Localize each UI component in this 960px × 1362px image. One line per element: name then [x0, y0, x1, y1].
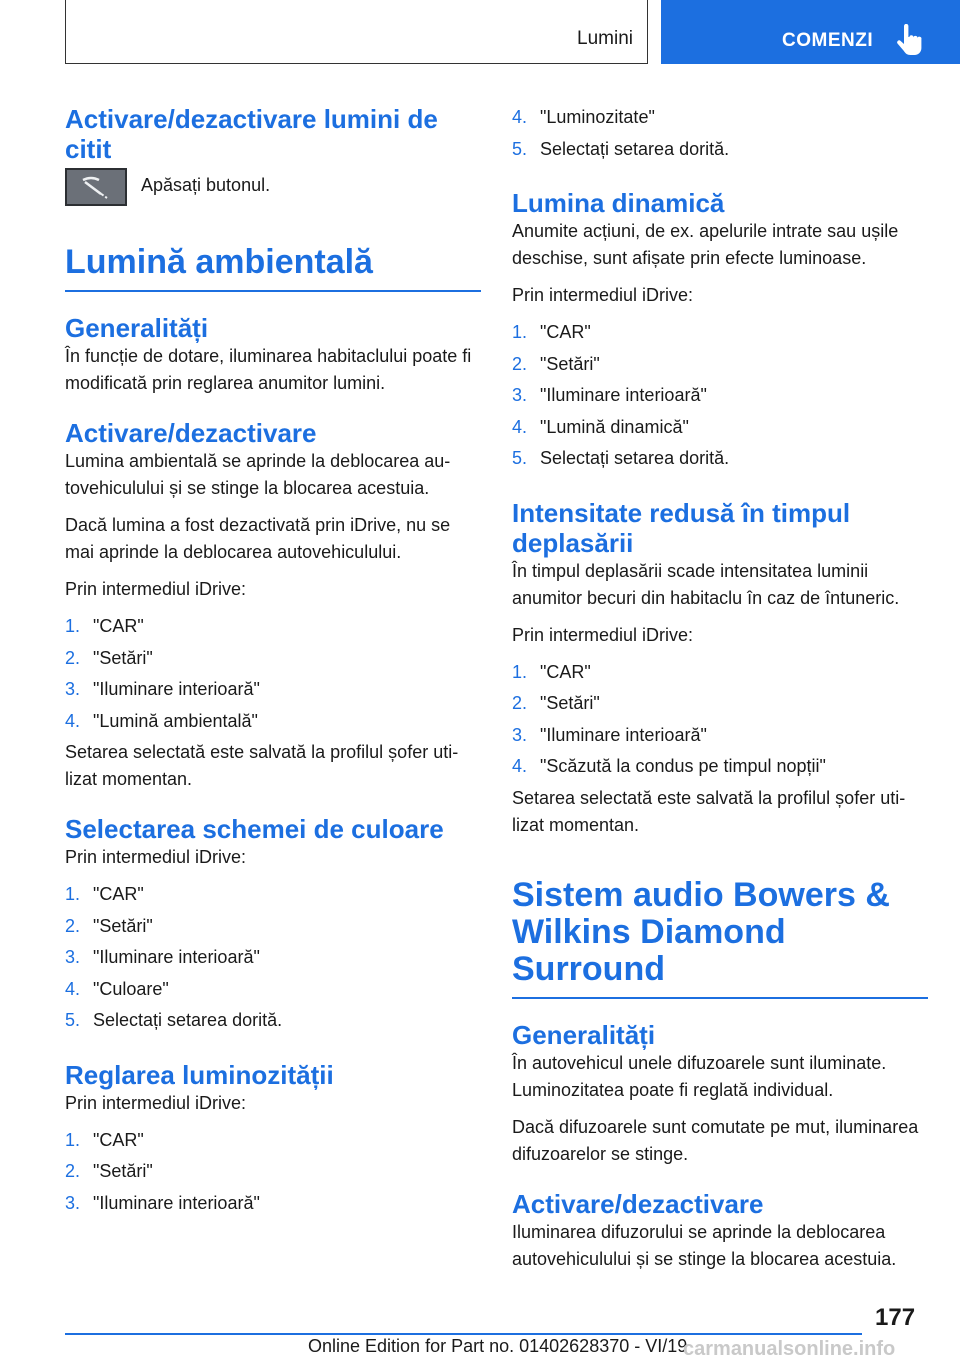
- dimming-via-idrive: Prin intermediul iDrive:: [512, 624, 694, 645]
- header-chapter-title: COMENZI: [782, 30, 874, 51]
- list-item: 1. "CAR": [512, 322, 591, 342]
- list-item: 2. "Setări": [512, 693, 600, 713]
- dynamic-via-idrive: Prin intermediul iDrive:: [512, 285, 694, 305]
- dimming-saved-note: Setarea selectată este salvată la profilul șofer utilizat momentan.: [512, 787, 906, 835]
- pointing-hand-icon: [895, 24, 923, 56]
- header-chapter-tab[interactable]: [661, 0, 960, 64]
- activation-via-idrive: Prin intermediul iDrive:: [65, 579, 247, 599]
- brightness-steps-continued: [512, 104, 928, 163]
- list-item: 5. Selectați setarea dorită.: [512, 138, 730, 159]
- list-item: 1. "CAR": [65, 1129, 144, 1150]
- activation-text-1: Lumina ambientală se aprinde la deblocarea autovehiculului și se stinge la blocarea acestuia.: [65, 451, 451, 498]
- color-scheme-heading: Selectarea schemei de culoare: [65, 814, 444, 844]
- list-item: 4. "Culoare": [65, 978, 169, 999]
- brightness-heading: Reglarea luminozității: [65, 1059, 334, 1090]
- reading-light-row: [65, 172, 481, 206]
- activation-steps: [65, 613, 481, 735]
- header-section-box: [65, 0, 648, 64]
- activation-text-2: Dacă lumina a fost dezactivată prin iDrive, nu se mai aprinde la deblocarea autovehiculului.: [65, 515, 451, 562]
- dynamic-steps: [512, 319, 928, 472]
- audio-system-heading: Sistem audio Bowers & Wilkins Diamond Surround: [512, 877, 928, 999]
- color-steps: [65, 881, 481, 1034]
- list-item: 2. "Setări": [65, 647, 153, 668]
- footer-edition: Online Edition for Part no. 01402628370 - VI/19: [308, 1336, 688, 1356]
- footer-divider: [65, 1333, 862, 1335]
- list-item: 3. "Iluminare interioară": [512, 724, 707, 745]
- brightness-via-idrive: Prin intermediul iDrive:: [65, 1092, 247, 1113]
- left-column: [65, 104, 481, 1221]
- list-item: 1. "CAR": [512, 661, 591, 682]
- list-item: 2. "Setări": [512, 353, 600, 374]
- audio-activation-heading: Activare/dezactivare: [512, 1188, 764, 1219]
- general-text: În funcție de dotare, iluminarea habitaclului poate fi modificată prin reglarea anumitor lumini.: [65, 346, 472, 393]
- ambient-light-heading: Lumină ambientală: [65, 244, 481, 292]
- list-item: 3. "Iluminare interioară": [512, 385, 707, 405]
- brightness-steps: [65, 1127, 481, 1217]
- dimming-heading: Intensitate redusă în timpul deplasării: [512, 497, 851, 558]
- audio-activation-text: Iluminarea difuzorului se aprinde la deblocarea autovehiculului și se stinge la blocarea acestuia.: [512, 1221, 897, 1269]
- list-item: 5. Selectați setarea dorită.: [65, 1010, 283, 1030]
- dynamic-light-heading: Lumina dinamică: [512, 188, 725, 218]
- right-column: [512, 104, 928, 1273]
- list-item: 4. "Luminozitate": [512, 107, 655, 127]
- audio-general-text-1: În autovehicul unele difuzoarele sunt iluminate. Luminozitatea poate fi reglată individual.: [512, 1052, 887, 1100]
- audio-general-heading: Generalități: [512, 1019, 656, 1050]
- activation-heading: Activare/dezactivare: [65, 418, 317, 448]
- list-item: 2. "Setări": [65, 915, 153, 936]
- list-item: 3. "Iluminare interioară": [65, 1192, 260, 1213]
- reading-lights-heading: Activare/dezactivare lumini de citit: [65, 104, 438, 164]
- color-via-idrive: Prin intermediul iDrive:: [65, 847, 247, 867]
- list-item: 1. "CAR": [65, 884, 144, 904]
- list-item: 4. "Scăzută la condus pe timpul nopții": [512, 756, 826, 776]
- dimming-steps: [512, 659, 928, 781]
- list-item: 3. "Iluminare interioară": [65, 679, 260, 699]
- audio-general-text-2: Dacă difuzoarele sunt comutate pe mut, iluminarea difuzoarelor se stinge.: [512, 1116, 919, 1164]
- page-number: 177: [875, 1304, 916, 1331]
- general-heading: Generalități: [65, 313, 209, 343]
- list-item: 1. "CAR": [65, 616, 144, 636]
- dynamic-light-text: Anumite acțiuni, de ex. apelurile intrate sau ușile deschise, sunt afișate prin efecte luminoase.: [512, 221, 899, 268]
- reading-light-text: Apăsați butonul.: [141, 175, 271, 195]
- list-item: 2. "Setări": [65, 1161, 153, 1181]
- watermark: carmanualsonline.info: [683, 1338, 896, 1360]
- list-item: 3. "Iluminare interioară": [65, 947, 260, 967]
- reading-light-button-icon: [65, 168, 127, 206]
- activation-saved-note: Setarea selectată este salvată la profilul șofer utilizat momentan.: [65, 742, 459, 789]
- list-item: 5. Selectați setarea dorită.: [512, 448, 730, 468]
- list-item: 4. "Lumină ambientală": [65, 710, 258, 731]
- dimming-text: În timpul deplasării scade intensitatea luminii anumitor becuri din habitaclu în caz de întuneric.: [512, 560, 900, 608]
- header-section-title: Lumini: [577, 28, 633, 49]
- list-item: 4. "Lumină dinamică": [512, 416, 689, 437]
